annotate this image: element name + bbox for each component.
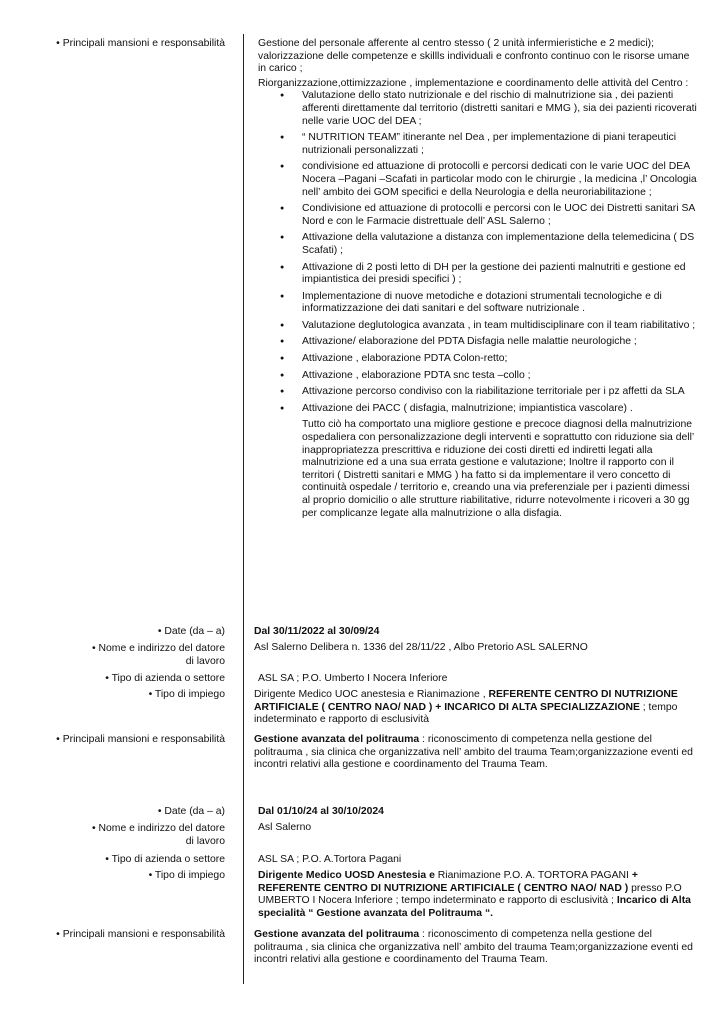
label-employer xyxy=(30,642,225,669)
job-2-specialty: Incarico di Alta specialità “ Gestione avanzata del Politrauma “. xyxy=(258,895,691,919)
job-1-duties xyxy=(254,734,694,772)
job-2-jobtype xyxy=(258,870,698,920)
label-employer-line-1: • Nome e indirizzo del datore xyxy=(91,823,225,834)
column-divider xyxy=(243,34,244,984)
job-2-duties-text: : riconoscimento di competenza nella gestione del politrauma , sia clinica che organizzativa nell’ ambito del trauma Team;organizzazione eventi ed incontri relativi alla gestione e coordinamento del Trauma Team. xyxy=(254,929,693,966)
list-item: ● Valutazione deglutologica avanzata , in team multidisciplinare con il team riabilitativo ; xyxy=(258,320,698,333)
list-item: ● Attivazione , elaborazione PDTA Colon-retto; xyxy=(258,353,698,366)
list-item: ● Attivazione , elaborazione PDTA snc testa –collo ; xyxy=(258,370,698,383)
label-job-type: • Tipo di impiego xyxy=(148,870,225,881)
job-2-employer: Asl Salerno xyxy=(258,822,312,833)
job-1-jobtype xyxy=(254,689,694,727)
staff-line-1: Gestione del personale afferente al centro stesso ( 2 unità infermieristiche e 2 medici); xyxy=(258,38,655,49)
job-2-role-bold: Dirigente Medico UOSD Anestesia e xyxy=(258,870,435,881)
activity-list xyxy=(258,90,698,415)
job-2-referent: + REFERENTE CENTRO DI NUTRIZIONE ARTIFICIALE ( CENTRO NAO/ NAD ) xyxy=(258,870,638,894)
job-1-company: ASL SA ; P.O. Umberto I Nocera Inferiore xyxy=(258,673,448,684)
summary-paragraph: Tutto ciò ha comportato una migliore gestione e precoce diagnosi della malnutrizione ospedaliera con personalizzazione degli interventi e soprattutto con riduzione sia dell’ inappropriatezza prescrittiva e riduzione dei costi diretti ed indiretti legati alla malnutrizione ed a una sua errata gestione e valutazione; Inoltre il rapporto con il territori ( Distretti sanitari e MMG ) ha fatto si da implementare il vero concetto di continuità ospedale / territorio e, creando una via preferenziale per i pazienti dimessi al proprio domicilio o alle strutture riabilitative, ridurre notevolmente i ricoveri a 30 gg per complicanze legate alla malnutrizione o alla disfagia. xyxy=(302,419,694,519)
label-employer xyxy=(30,822,225,849)
list-item: ● Implementazione di nuove metodiche e dotazioni strumentali tecnologiche e di informatizzazione dei dati sanitari e del software nutrizionale . xyxy=(258,291,698,316)
label-company-type: • Tipo di azienda o settore xyxy=(105,673,225,684)
label-duties: • Principali mansioni e responsabilità xyxy=(56,929,225,940)
job-1-employer: Asl Salerno Delibera n. 1336 del 28/11/22 , Albo Pretorio ASL SALERNO xyxy=(254,642,588,653)
list-item: ● “ NUTRITION TEAM” itinerante nel Dea , per implementazione di piani terapeutici nutrizionali personalizzati ; xyxy=(258,132,698,157)
job-1-role-tail: ; tempo indeterminato e rapporto di esclusività xyxy=(254,701,678,726)
list-item: ● Attivazione/ elaborazione del PDTA Disfagia nelle malattie neurologiche ; xyxy=(258,336,698,349)
job-1-duties-bold: Gestione avanzata del politrauma xyxy=(254,734,420,745)
label-employer-line-1: • Nome e indirizzo del datore xyxy=(91,643,225,654)
list-item: ● Attivazione della valutazione a distanza con implementazione della telemedicina ( DS Scafati) ; xyxy=(258,232,698,257)
label-employer-line-2: di lavoro xyxy=(185,656,225,668)
job-2-role-tail: presso P.O UMBERTO I Nocera Inferiore ; tempo indeterminato e rapporto di esclusività ; xyxy=(258,882,682,907)
job-2-duties xyxy=(254,929,694,967)
label-employer-line-2: di lavoro xyxy=(185,836,225,848)
list-item: ● condivisione ed attuazione di protocolli e percorsi dedicati con le varie UOC del DEA Nocera –Pagani –Scafati in particolar modo con le chirurgie , la medicina ,l’ Oncologia nell’ ambito dei GOM specifici e della Neurologia e della neuroriabilitazione ; xyxy=(258,161,698,199)
job-1-role-bold: REFERENTE CENTRO DI NUTRIZIONE ARTIFICIALE ( CENTRO NAO/ NAD ) + INCARICO DI ALTA SPECIALIZZAZIONE xyxy=(254,689,678,713)
label-date: • Date (da – a) xyxy=(157,626,225,637)
label-company-type: • Tipo di azienda o settore xyxy=(105,854,225,865)
job-1-date: Dal 30/11/2022 al 30/09/24 xyxy=(254,626,380,637)
responsibilities-content xyxy=(258,38,698,520)
job-1-duties-text: : riconoscimento di competenza nella gestione del politrauma , sia clinica che organizzativa nell’ ambito del trauma Team;organizzazione eventi ed incontri relativi alla gestione e coordinamento del Trauma Team. xyxy=(254,734,693,771)
staff-line-3: in carico ; xyxy=(258,63,303,75)
job-2-role-unit: Rianimazione P.O. A. TORTORA PAGANI xyxy=(434,870,632,881)
job-2-company: ASL SA ; P.O. A.Tortora Pagani xyxy=(258,854,402,865)
label-duties: • Principali mansioni e responsabilità xyxy=(56,734,225,745)
job-2-date: Dal 01/10/24 al 30/10/2024 xyxy=(258,806,384,817)
list-item: ● Condivisione ed attuazione di protocolli e percorsi con le UOC dei Distretti sanitari SA Nord e con le Farmacie distrettuale dell’ ASL Salerno ; xyxy=(258,203,698,228)
label-job-type: • Tipo di impiego xyxy=(148,689,225,700)
staff-line-2: valorizzazione delle competenze e skillls individuali e confronto continuo con le risorse umane xyxy=(258,50,690,62)
job-1-role: Dirigente Medico UOC anestesia e Rianimazione , xyxy=(254,689,489,700)
reorg-intro: Riorganizzazione,ottimizzazione , implementazione e coordinamento delle attività del Centro : xyxy=(258,77,689,89)
job-2-duties-bold: Gestione avanzata del politrauma xyxy=(254,929,420,940)
list-item: ● Attivazione dei PACC ( disfagia, malnutrizione; impiantistica vascolare) . xyxy=(258,403,698,416)
list-item: ● Attivazione percorso condiviso con la riabilitazione territoriale per i pz affetti da SLA xyxy=(258,386,698,399)
list-item: ● Valutazione dello stato nutrizionale e del rischio di malnutrizione sia , dei pazienti afferenti direttamente dal territorio (distretti sanitari e MMG ), sia dei pazienti ricoverati nelle varie UOC del DEA ; xyxy=(258,90,698,128)
label-responsibilities: • Principali mansioni e responsabilità xyxy=(56,38,225,49)
label-date: • Date (da – a) xyxy=(157,806,225,817)
list-item: ● Attivazione di 2 posti letto di DH per la gestione dei pazienti malnutriti e gestione ed impiantistica dei presidi specifici ) ; xyxy=(258,262,698,287)
